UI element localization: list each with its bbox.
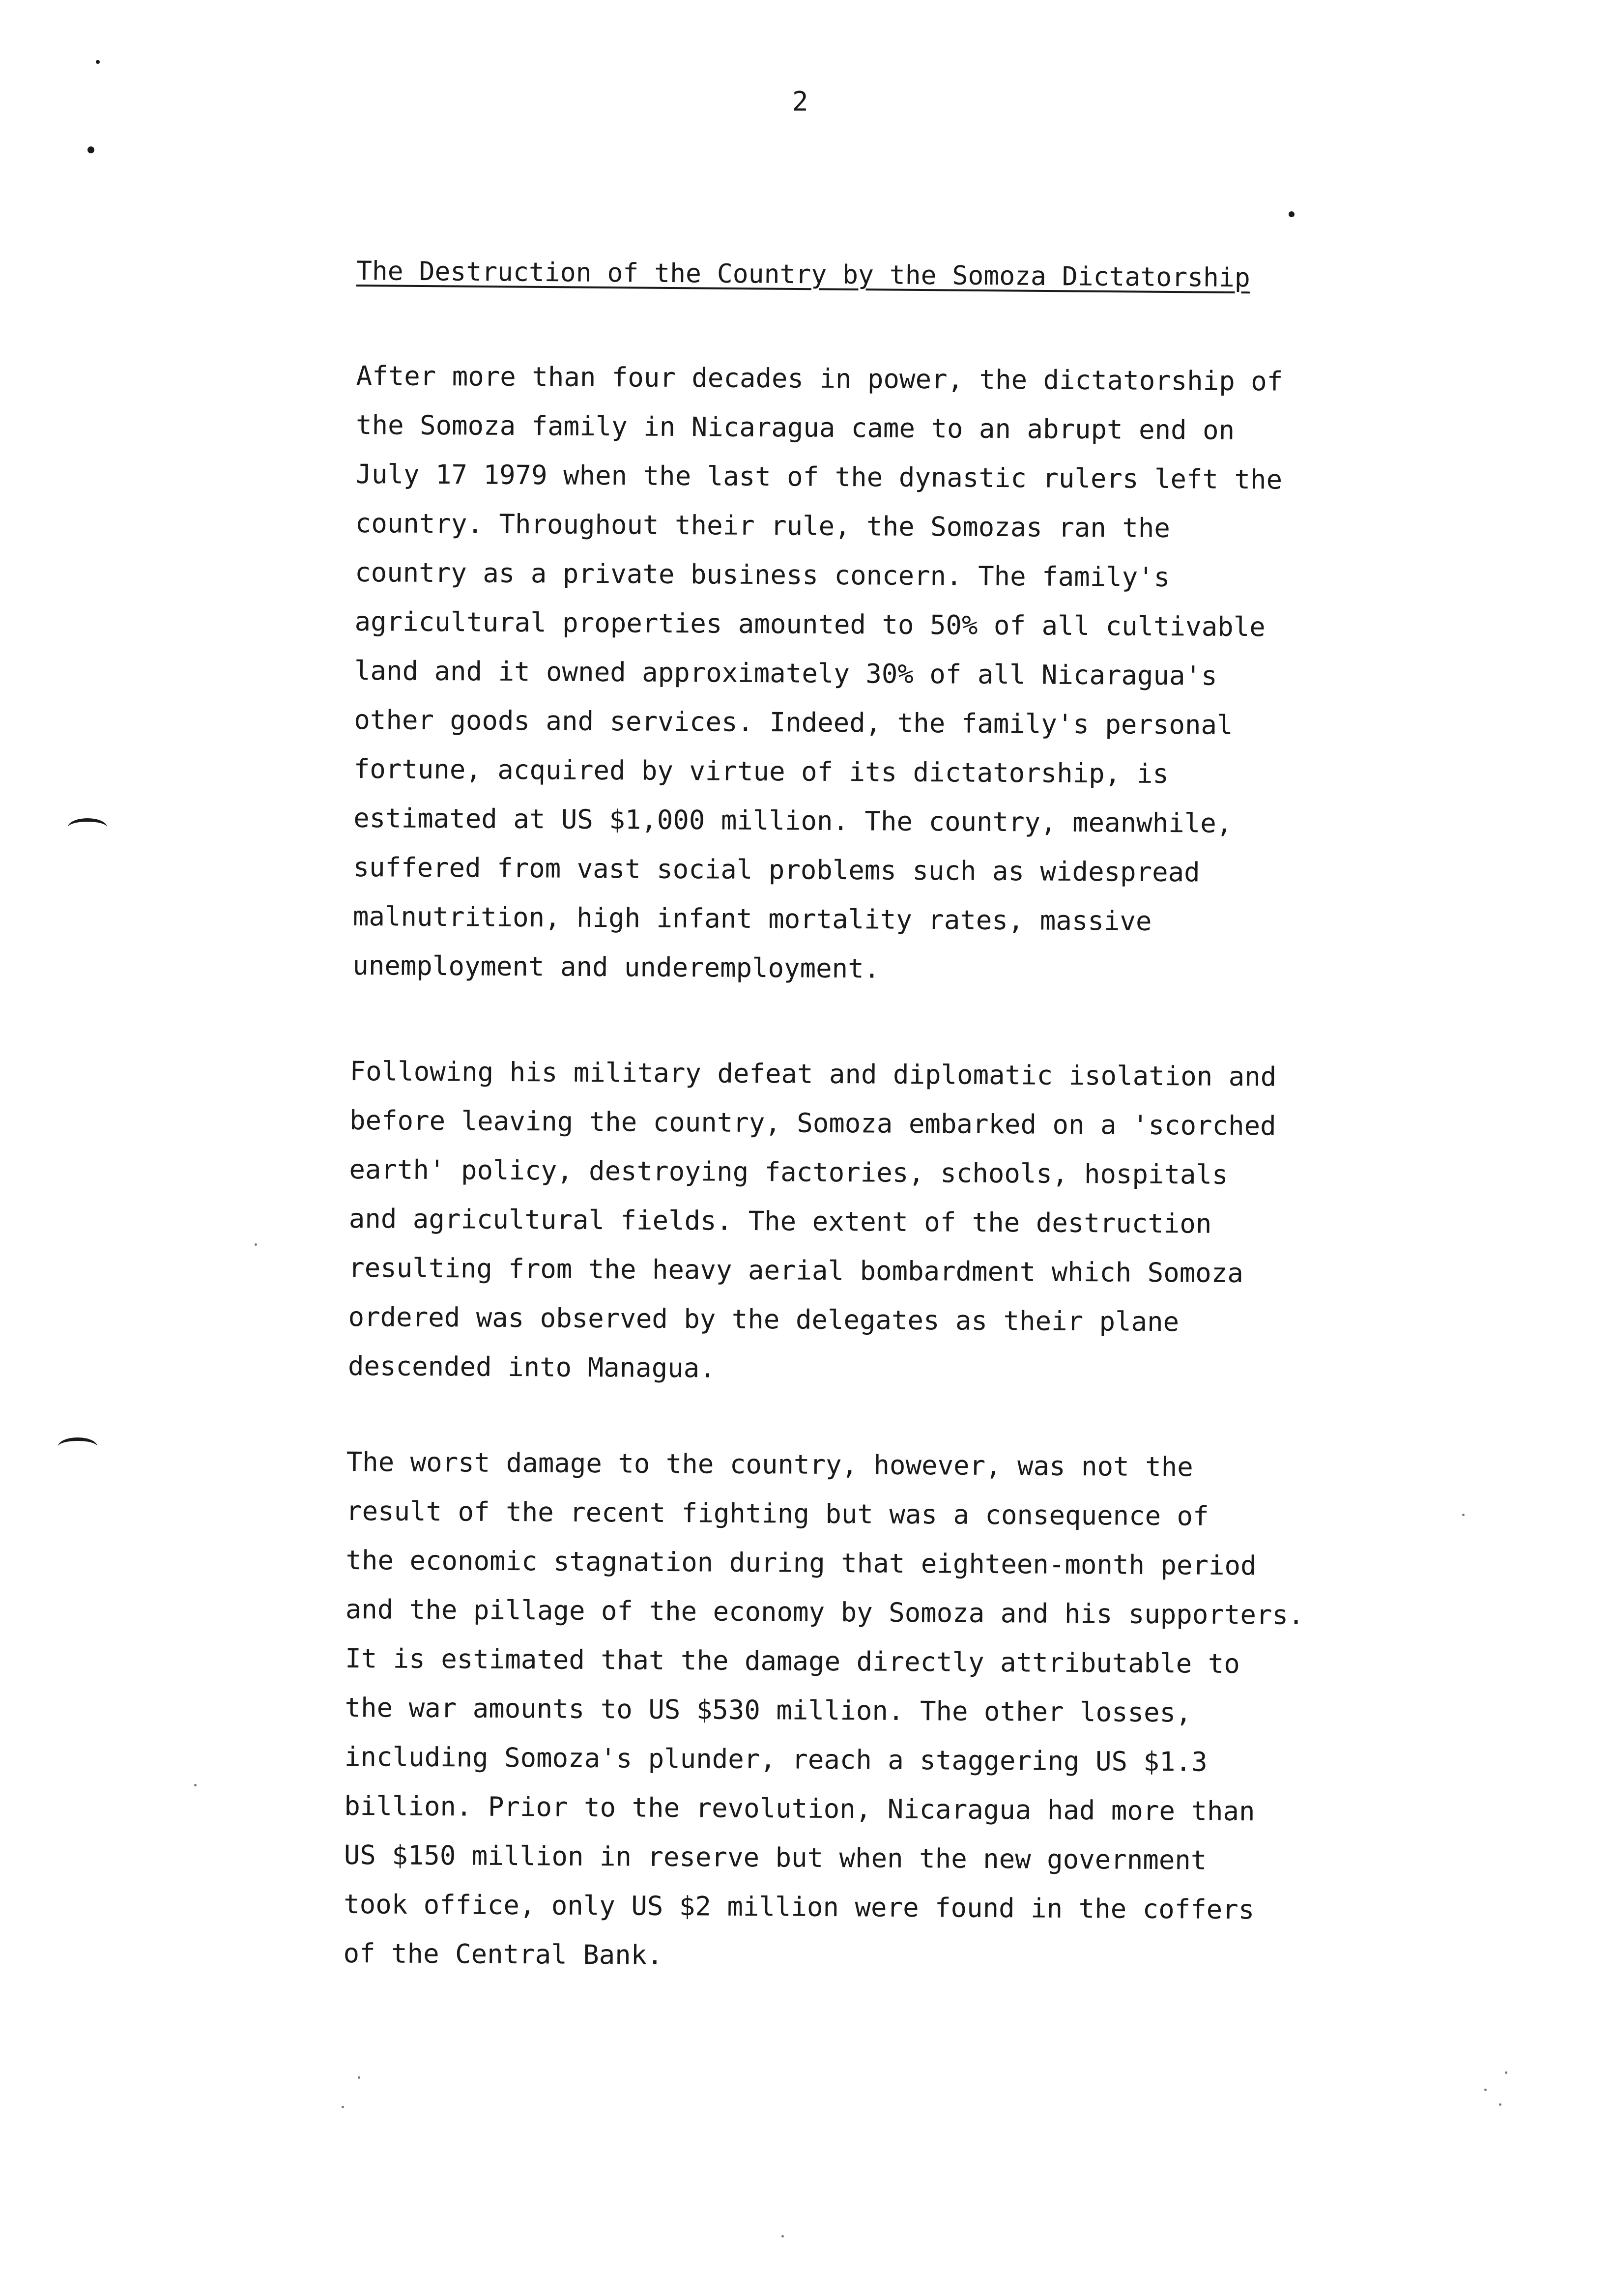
paragraph-line: took office, only US $2 million were found in the coffers [344, 1888, 1255, 1925]
paragraph-line: The worst damage to the country, however, was not the [346, 1446, 1193, 1483]
paragraph-line: the Somoza family in Nicaragua came to an abrupt end on [355, 409, 1235, 446]
paragraph-line: ordered was observed by the delegates as their plane [348, 1301, 1180, 1338]
scan-speck [194, 1784, 197, 1786]
paragraph-line: estimated at US $1,000 million. The country, meanwhile, [353, 802, 1233, 839]
scan-dot [96, 60, 100, 64]
scan-speck [255, 1243, 257, 1246]
paragraph-line: US $150 million in reserve but when the new government [344, 1839, 1207, 1876]
scan-speck [1505, 2071, 1507, 2074]
page-number: 2 [792, 86, 808, 117]
paragraph-3 [343, 1437, 1354, 1984]
paragraph-2 [348, 1047, 1357, 1397]
paragraph-line: After more than four decades in power, the dictatorship of [356, 360, 1283, 397]
paragraph-line: land and it owned approximately 30% of all Nicaragua's [354, 655, 1217, 691]
paragraph-line: of the Central Bank. [343, 1937, 663, 1971]
paragraph-1 [352, 351, 1364, 996]
paragraph-line: billion. Prior to the revolution, Nicaragua had more than [344, 1790, 1255, 1827]
scan-dot [1289, 211, 1295, 217]
punch-hole-mark [58, 1437, 97, 1456]
paragraph-line: country. Throughout their rule, the Somozas ran the [355, 507, 1171, 544]
scan-speck [358, 2076, 360, 2079]
scan-dot [87, 146, 94, 153]
paragraph-line: suffered from vast social problems such as widespread [353, 851, 1200, 888]
paragraph-line: the economic stagnation during that eighteen-month period [345, 1544, 1257, 1581]
paragraph-line: It is estimated that the damage directly attributable to [345, 1642, 1240, 1680]
scan-speck [1484, 2089, 1487, 2091]
paragraph-line: before leaving the country, Somoza embarked on a 'scorched [349, 1104, 1276, 1142]
paragraph-line: agricultural properties amounted to 50% of all cultivable [354, 605, 1266, 643]
paragraph-line: Following his military defeat and diplomatic isolation and [349, 1055, 1277, 1092]
paragraph-line: fortune, acquired by virtue of its dictatorship, is [353, 753, 1169, 790]
scan-speck [1499, 2103, 1501, 2106]
paragraph-line: malnutrition, high infant mortality rates, massive [352, 900, 1152, 937]
page-title: The Destruction of the Country by the Somoza Dictatorship [356, 256, 1250, 293]
paragraph-line: country as a private business concern. The family's [355, 556, 1170, 593]
paragraph-line: July 17 1979 when the last of the dynastic rulers left the [355, 458, 1283, 495]
scan-speck [1462, 1514, 1465, 1516]
scan-speck [781, 2235, 784, 2238]
paragraph-line: resulting from the heavy aerial bombardment which Somoza [348, 1252, 1244, 1289]
paragraph-line: result of the recent fighting but was a consequence of [345, 1495, 1209, 1532]
punch-hole-mark [68, 818, 107, 836]
paragraph-line: other goods and services. Indeed, the family's personal [354, 704, 1233, 741]
scan-speck [342, 2106, 344, 2108]
paragraph-line: including Somoza's plunder, reach a staggering US $1.3 [344, 1741, 1208, 1778]
paragraph-line: unemployment and underemployment. [352, 949, 880, 984]
paragraph-line: earth' policy, destroying factories, schools, hospitals [349, 1153, 1228, 1190]
paragraph-line: descended into Managua. [347, 1350, 716, 1384]
paragraph-line: the war amounts to US $530 million. The other losses, [345, 1692, 1192, 1728]
paragraph-line: and the pillage of the economy by Somoza and his supporters. [345, 1593, 1304, 1631]
paragraph-line: and agricultural fields. The extent of the destruction [348, 1203, 1212, 1239]
